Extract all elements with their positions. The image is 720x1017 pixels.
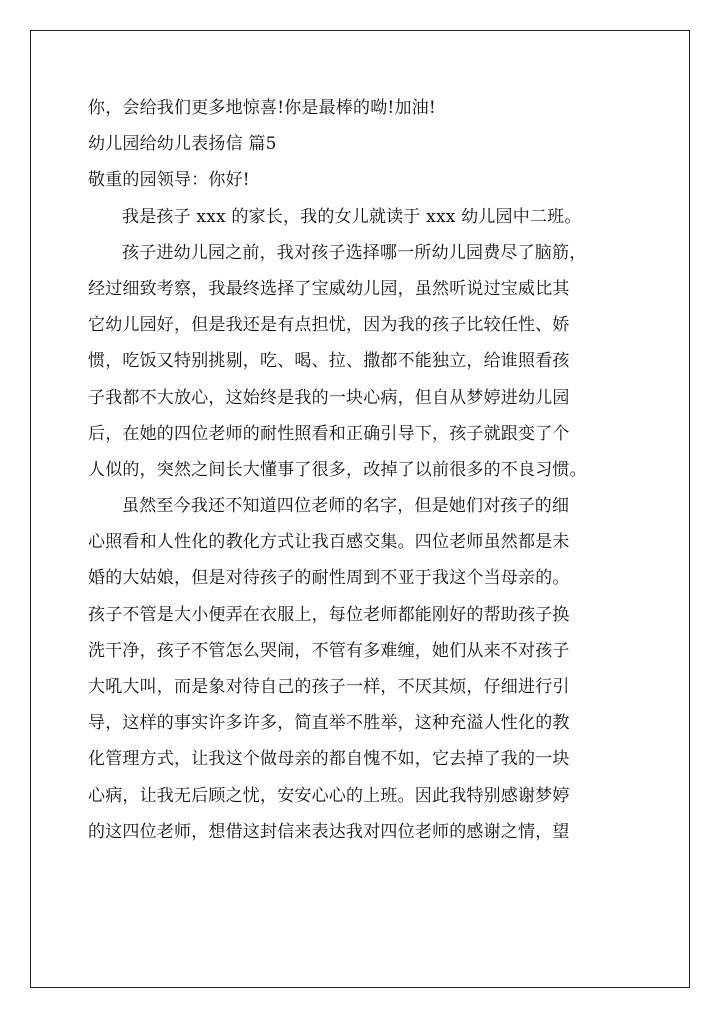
paragraph-start: 虽然至今我还不知道四位老师的名字，但是她们对孩子的细 bbox=[122, 496, 570, 517]
text-line: 化管理方式，让我这个做母亲的都自愧不如，它去掉了我的一块 bbox=[88, 749, 570, 770]
text-line: 子我都不大放心，这始终是我的一块心病，但自从梦婷进幼儿园 bbox=[88, 387, 570, 408]
text-line: 它幼儿园好，但是我还是有点担忧，因为我的孩子比较任性、娇 bbox=[88, 315, 570, 336]
text-line: 心病，让我无后顾之忧，安安心心的上班。因此我特别感谢梦婷 bbox=[88, 785, 570, 806]
section-heading: 幼儿园给幼儿表扬信 篇5 bbox=[88, 134, 277, 155]
text-line: 婚的大姑娘，但是对待孩子的耐性周到不亚于我这个当母亲的。 bbox=[88, 568, 570, 589]
text-line: 惯，吃饭又特别挑剔，吃、喝、拉、撒都不能独立，给谁照看孩 bbox=[88, 351, 570, 372]
text-line: 的这四位老师，想借这封信来表达我对四位老师的感谢之情，望 bbox=[88, 821, 570, 842]
text-line: 你，会给我们更多地惊喜!你是最棒的呦!加油! bbox=[88, 98, 436, 118]
document-body bbox=[88, 90, 638, 850]
text-line: 洗干净，孩子不管怎么哭闹，不管有多难缠，她们从来不对孩子 bbox=[88, 640, 570, 661]
paragraph-start: 孩子进幼儿园之前，我对孩子选择哪一所幼儿园费尽了脑筋， bbox=[122, 242, 587, 263]
text-line: 心照看和人性化的教化方式让我百感交集。四位老师虽然都是未 bbox=[88, 532, 570, 553]
text-line: 后，在她的四位老师的耐性照看和正确引导下，孩子就跟变了个 bbox=[88, 423, 570, 444]
text-line: 孩子不管是大小便弄在衣服上，每位老师都能刚好的帮助孩子换 bbox=[88, 604, 570, 625]
salutation: 敬重的园领导：你好! bbox=[88, 170, 250, 191]
paragraph-start: 我是孩子 xxx 的家长，我的女儿就读于 xxx 幼儿园中二班。 bbox=[122, 206, 582, 227]
text-line: 大吼大叫，而是象对待自己的孩子一样，不厌其烦，仔细进行引 bbox=[88, 677, 570, 697]
text-line: 人似的，突然之间长大懂事了很多，改掉了以前很多的不良习惯。 bbox=[88, 459, 587, 480]
text-line: 导，这样的事实许多许多，简直举不胜举，这种充溢人性化的教 bbox=[88, 713, 570, 734]
text-line: 经过细致考察，我最终选择了宝威幼儿园，虽然听说过宝威比其 bbox=[88, 278, 570, 299]
